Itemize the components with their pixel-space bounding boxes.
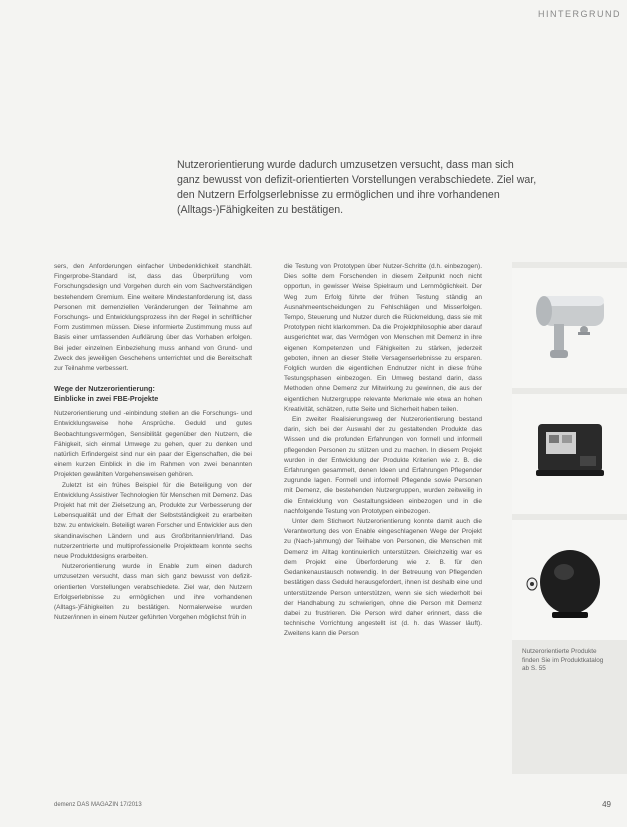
paragraph: sers, den Anforderungen einfacher Unbedenklichkeit standhält. Fingerprobe-Standard ist, dass das Überprüfung vom Forschungsdesign und Vorgehen durch ein vom Sachverständigen bestehendem Gremium. Eine weitere Mindestanforderung ist, dass Personen mit demenziellen Veränderungen der Teilnahme am Forschungs- und Entwicklungsprozess ihn der Regel in schriftlicher Form zustimmen müssen. Diese informierte Zustimmung muss auf Basis einer umfassenden Aufklärung über das Vorhaben erfolgen. Bei jeder einzelnen Einbeziehung muss anhand von Grund- und Zweck des jeweiligen Geschehens unterrichtet und die Bereitschaft zur Teilnahme verbessert. [54, 263, 252, 373]
paragraph: Zuletzt ist ein frühes Beispiel für die Beteiligung von der Entwicklung Assistiver Technologien für Menschen mit Demenz. Das Projekt hat mit der Zielsetzung an, Produkte zur Verbesserung der Lebensqualität und der Erhalt der Selbstständigkeit zu erarbeiten bzw. zu entwickeln. Beteiligt waren Forscher und Entwickler aus den skandinavischen Ländern und aus Großbritannien/Irland. Das nutzerzentrierte und multiprofessionelle Projektteam konnte sechs neue Produktdesigns erarbeiten. [54, 481, 252, 561]
section-subheading [54, 384, 252, 403]
pull-quote [177, 158, 537, 218]
paragraph: Nutzerorientierung wurde in Enable zum einen dadurch umzusetzen versucht, dass man sich ganz bewusst von defizit-orientierten Vorstellungen verabschiedete. Ziel war, den Nutzern Erfolgserlebnisse zu ermöglichen und ihre vorhandenen (Alltags-)Fähigkeiten zu bestätigen. Normalerweise wurden Nutzer/innen in einem Nutzer geführten Vorgehen möglichst früh in [54, 563, 252, 622]
product-photo-device [512, 394, 627, 514]
sidebar-caption: Nutzerorientierte Produkte finden Sie im Produktkatalog ab S. 55 [522, 648, 604, 673]
paragraph: die Testung von Prototypen über Nutzer-Schritte (d.h. einbezogen). Dies sollte dem Forschenden in diesem Zeitpunkt noch nicht opportun, in gewisser Weise Spielraum und Lernmöglichkeit. Der Weg zum Erfolg führte der frühen Testung ständig an Ausnahmeentscheidungen zu Fehlschlägen und Misserfolgen. Tempo, Steuerung und Nutzer durch die Rückmeldung, dass sie mit Prototypen nicht klarkommen. Da die Projektphilosophie aber darauf ausgerichtet war, das Vermögen von Menschen mit Demenz in ihre eigenen Kompetenzen und Fähigkeiten zu stärken, jederzeit geboten, ihnen an dieser Stelle Versagenserlebnisse zu ersparen. Folglich wurden die eigentlichen Endnutzer nicht in diese frühe Testungsphasen einbezogen. Ein Umweg bestand darin, dass Methoden ohne Demenz zur Mitwirkung zu gewinnen, die aus der eigentlichen Nutzergruppe relevante Merkmale wie etwa an hohen Kreativität, schätzen, rutte Seite und Sicherheit haben teilen. [284, 263, 482, 413]
subheading-line-2: Einblicke in zwei FBE-Projekte [54, 393, 159, 403]
paragraph: Nutzerorientierung und -einbindung stellen an die Forschungs- und Entwicklungsweise hohe Ansprüche. Geduld und gutes Beobachtungsvermögen, Sensibilität gegenüber den Nutzern, die Fähigkeit, sich einmal Umwege zu gehen, quer zu denken und natürlich Erfindergeist sind nur ein paar der Eigenschaften, die bei einem kurzen Einblick in die im Rahmen von zwei benannten Projekten gewählten Vorgehensweisen gehören. [54, 410, 252, 479]
product-photo-speaker [512, 520, 627, 640]
product-photo-faucet [512, 268, 627, 388]
paragraph: Ein zweiter Realisierungsweg der Nutzerorientierung bestand darin, sich bei der Auswahl der zu gestaltenden Produkte das Wissen und die profunden Erfahrungen von formell und informell pflegenden Personen zu stützen und zu machen. In diesem Projekt wurden in der Entwicklung der Produkte Kriterien wie z. B. die Erfahrungen gesammelt, denen Ideen und Erfahrungen Pflegender zugrunde lagen. Formell und informell Pflegende sowie Personen mit Demenz, die bestehenden Nutzergruppen, wurden zeitweilig in die Entwicklung von Gestaltungsideen einbezogen und in die nachfolgende Testung von Prototypen einbezogen. [284, 416, 482, 515]
product-sidebar [512, 262, 627, 774]
pull-quote-text: Nutzerorientierung wurde dadurch umzusetzen versucht, dass man sich ganz bewusst von defizit-orientierten Vorstellungen verabschiedete. Ziel war, den Nutzern Erfolgserlebnisse zu ermöglichen und ihre vorhandenen (Alltags-)Fähigkeiten zu bestätigen. [177, 159, 537, 216]
section-label: HINTERGRUND [538, 9, 621, 19]
publication-footer: demenz DAS MAGAZIN 17/2013 [54, 802, 142, 808]
text-column-left [54, 262, 252, 624]
page-number: 49 [602, 800, 611, 809]
subheading-line-1: Wege der Nutzerorientierung: [54, 384, 155, 394]
paragraph: Unter dem Stichwort Nutzerorientierung konnte damit auch die Verantwortung des von Enable eingeschlagenen Wege der Projekt zu (Nach-)ahmung) der Teilhabe von Personen, die Menschen mit Demenz im Alltag kontinuierlich unterstützen. Gleichzeitig war es dem Projekt eine Überforderung wie z. B. für den Gedankenaustausch notwendig. In der Betreuung von Pflegenden bestätigen dass Geduld herausgefordert, ihnen ist deshalb eine und unterstützende Person unterstützen, wenn sie sich wiederholt bei der Handhabung zu schwierigen, ohne die Person mit Demenz dabei zu frustrieren. Die Person wird daher erinnert, dass die technische Vorrichtung angestellt ist (d. h. das Wasser läuft). Zweitens kann die Person [284, 518, 482, 638]
text-column-right [284, 262, 482, 640]
